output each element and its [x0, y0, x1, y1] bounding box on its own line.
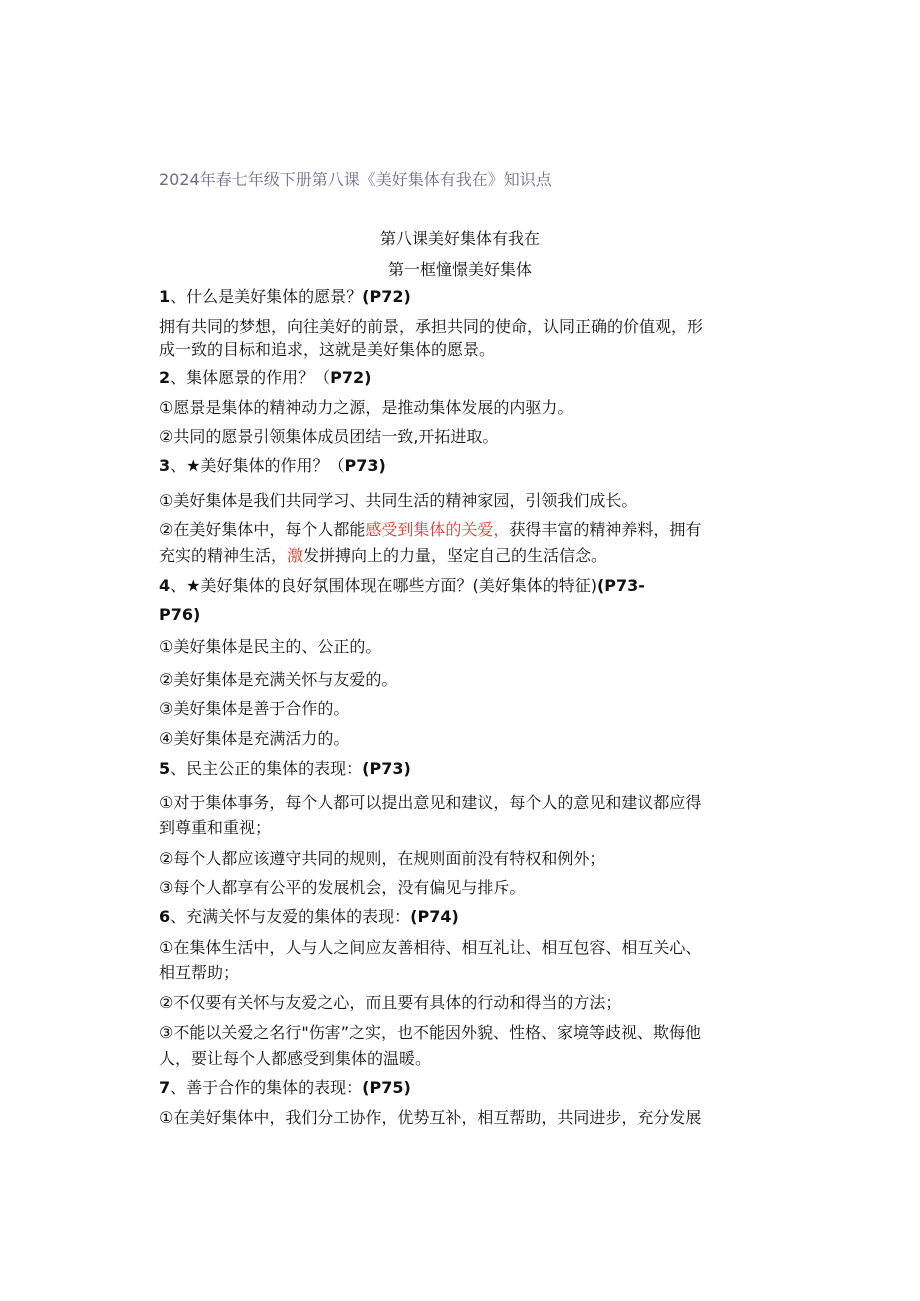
answer-text: 充实的精神生活， [159, 546, 288, 565]
answer-text: 获得丰富的精神养料，拥有 [509, 520, 702, 539]
page-ref: (P73- [596, 576, 645, 595]
answer-line [159, 519, 701, 541]
answer-line: 拥有共同的梦想，向往美好的前景，承担共同的使命，认同正确的价值观，形 [159, 317, 704, 336]
answer-text: ②在美好集体中，每个人都能 [159, 520, 366, 539]
question-text: 、★美好集体的良好氛围体现在哪些方面？(美好集体的特征) [170, 576, 597, 595]
answer-line: ③每个人都享有公平的发展机会，没有偏见与排斥。 [159, 878, 526, 897]
answer-line: 成一致的目标和追求，这就是美好集体的愿景。 [159, 340, 496, 359]
page-ref: P73) [344, 456, 386, 475]
question-number: 4 [159, 576, 171, 595]
question-2 [159, 367, 371, 389]
answer-line: ②不仅要有关怀与友爱之心，而且要有具体的行动和得当的方法； [159, 993, 622, 1012]
section-title: 第一框憧憬美好集体 [387, 260, 532, 279]
answer-line: ①美好集体是民主的、公正的。 [159, 637, 382, 656]
answer-line: ②共同的愿景引领集体成员团结一致,开拓进取。 [159, 427, 499, 446]
question-text: 、善于合作的集体的表现： [170, 1078, 363, 1097]
highlighted-text: 激 [287, 546, 304, 565]
question-number: 3 [159, 456, 171, 475]
page-ref: (P74) [410, 907, 459, 926]
question-1 [159, 286, 411, 308]
question-text: 、什么是美好集体的愿景？ [170, 287, 363, 306]
question-number: 2 [159, 368, 171, 387]
highlighted-text: 感受到集体的关爱， [365, 520, 510, 539]
lesson-title: 第八课美好集体有我在 [379, 229, 540, 248]
question-text: 、充满关怀与友爱的集体的表现： [170, 907, 411, 926]
question-number: 1 [159, 287, 171, 306]
answer-line: ①在集体生活中，人与人之间应友善相待、相互礼让、相互包容、相互关心、 [159, 938, 702, 957]
answer-line: 到尊重和重视； [159, 818, 272, 837]
question-number: 6 [159, 907, 171, 926]
page-ref: (P75) [362, 1078, 411, 1097]
document-title: 2024年春七年级下册第八课《美好集体有我在》知识点 [159, 170, 552, 189]
question-number: 5 [159, 759, 171, 778]
answer-line: ①愿景是集体的精神动力之源，是推动集体发展的内驱力。 [159, 398, 574, 417]
answer-line: ④美好集体是充满活力的。 [159, 729, 350, 748]
question-4 [159, 575, 645, 597]
answer-line [159, 545, 607, 567]
answer-line: ②每个人都应该遵守共同的规则，在规则面前没有特权和例外； [159, 849, 606, 868]
question-7 [159, 1077, 411, 1099]
answer-line: 相互帮助； [159, 963, 240, 982]
answer-line: ③美好集体是善于合作的。 [159, 699, 350, 718]
page-ref: P72) [330, 368, 372, 387]
answer-text: 发拼搏向上的力量，坚定自己的生活信念。 [303, 546, 608, 565]
answer-line: ②美好集体是充满关怀与友爱的。 [159, 670, 398, 689]
question-5 [159, 758, 411, 780]
question-text: 、★美好集体的作用？（ [170, 456, 345, 475]
answer-line: ③不能以关爱之名行"伤害”之实，也不能因外貌、性格、家境等歧视、欺侮他 [159, 1023, 701, 1042]
question-text: 、集体愿景的作用？（ [170, 368, 331, 387]
answer-line: ①对于集体事务，每个人都可以提出意见和建议，每个人的意见和建议都应得 [159, 793, 702, 812]
answer-line: 人，要让每个人都感受到集体的温暖。 [159, 1049, 432, 1068]
question-text: 、民主公正的集体的表现： [170, 759, 363, 778]
page-ref: (P73) [362, 759, 411, 778]
answer-line: ①在美好集体中，我们分工协作，优势互补，相互帮助，共同进步，充分发展 [159, 1108, 702, 1127]
question-number: 7 [159, 1078, 171, 1097]
question-6 [159, 906, 459, 928]
page-ref-continued: P76) [159, 605, 201, 624]
page-ref: (P72) [362, 287, 411, 306]
question-3 [159, 455, 386, 477]
answer-line: ①美好集体是我们共同学习、共同生活的精神家园，引领我们成长。 [159, 491, 638, 510]
